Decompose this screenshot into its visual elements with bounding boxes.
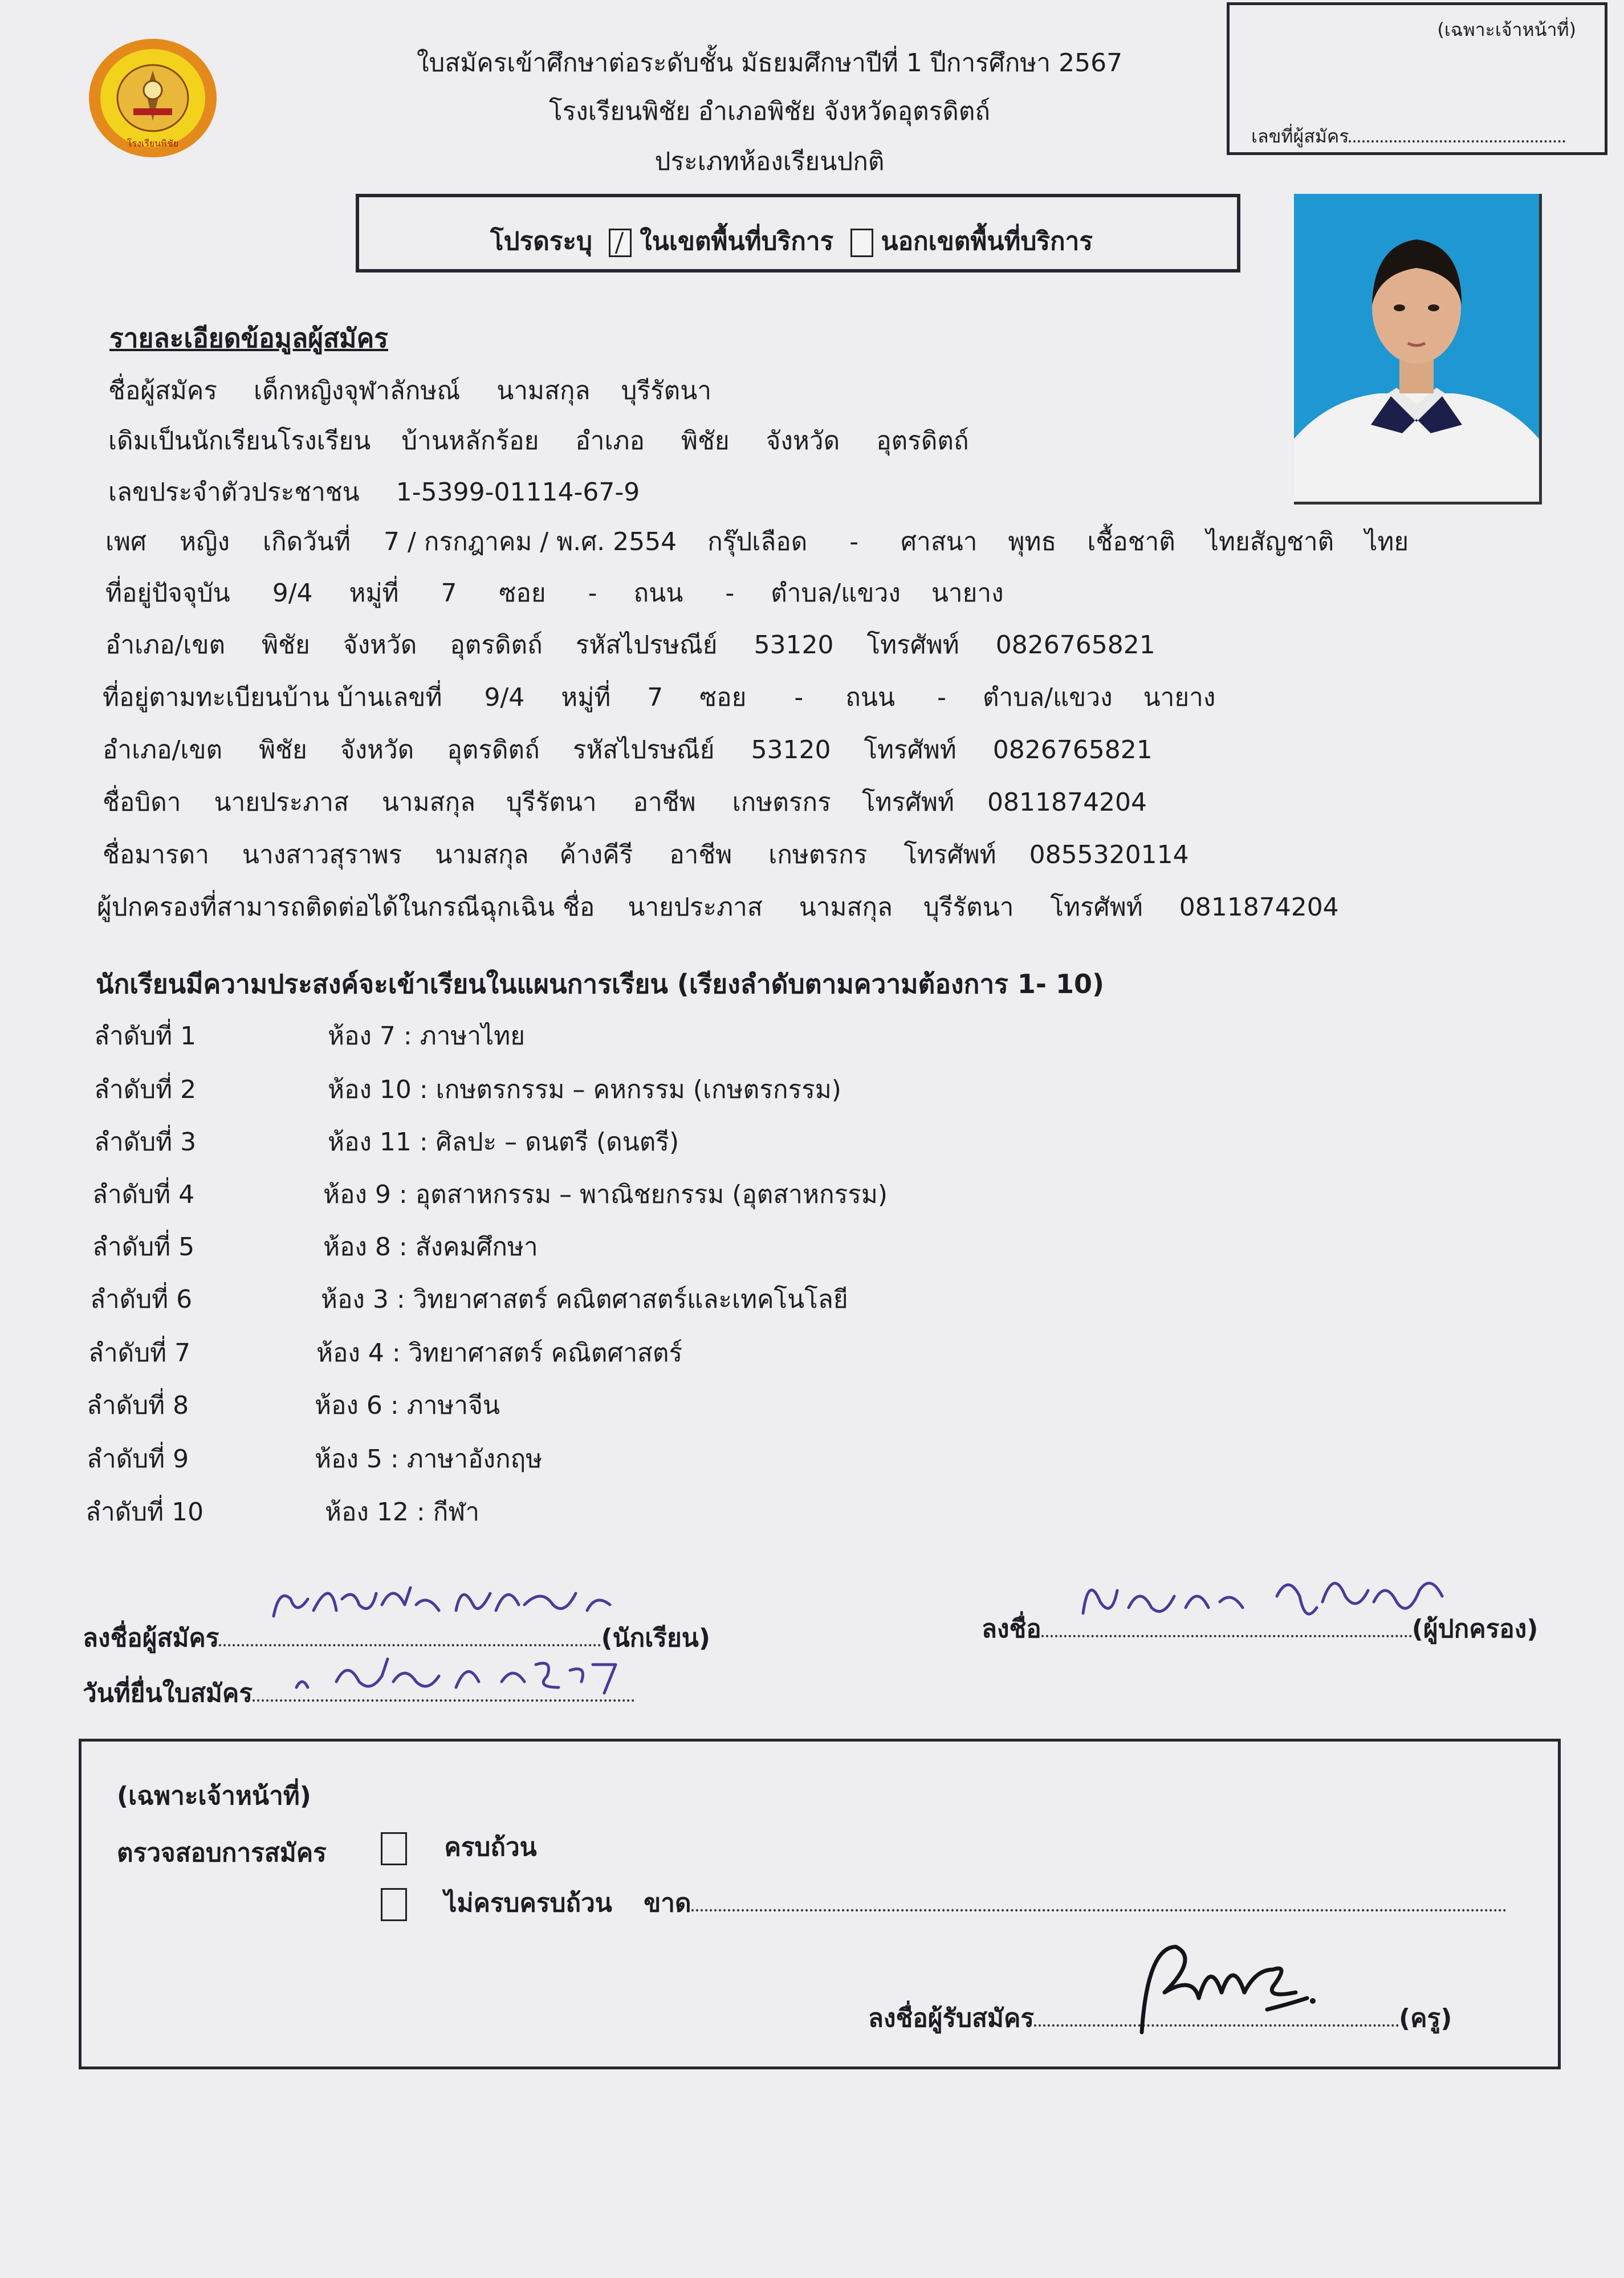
plan-room: ห้อง 10 : เกษตรกรรม – คหกรรม (เกษตรกรรม) <box>328 1075 841 1104</box>
complete-option <box>381 1827 537 1867</box>
name-label: ชื่อผู้สมัคร <box>108 376 217 405</box>
plan-item <box>92 1227 538 1267</box>
registered-postcode-label: รหัสไปรษณีย์ <box>572 735 715 764</box>
guardian-sign-role: (ผู้ปกครอง) <box>1411 1614 1538 1644</box>
out-area-checkbox[interactable] <box>850 229 873 257</box>
plan-room: ห้อง 3 : วิทยาศาสตร์ คณิตศาสตร์และเทคโนโลยี <box>321 1285 848 1314</box>
receiver-signature-image <box>1130 1924 1324 2038</box>
registered-soi-label: ซอย <box>699 683 747 712</box>
in-area-checkbox[interactable] <box>609 229 632 257</box>
school-seal-logo <box>84 35 221 161</box>
father-job-label: อาชีพ <box>633 788 696 817</box>
current-moo-value: 7 <box>441 579 457 608</box>
plan-rank: ลำดับที่ 4 <box>92 1180 195 1209</box>
applicant-number-field[interactable] <box>1251 122 1565 151</box>
mother-row <box>103 835 1189 874</box>
name-row <box>108 371 711 410</box>
plan-room: ห้อง 12 : กีฬา <box>325 1498 480 1527</box>
plan-rank: ลำดับที่ 3 <box>94 1128 197 1157</box>
current-moo-label: หมู่ที่ <box>349 579 399 608</box>
school-line: โรงเรียนพิชัย อำเภอพิชัย จังหวัดอุตรดิตถ์ <box>548 97 991 126</box>
registered-soi-value: - <box>794 683 804 712</box>
form-title: ใบสมัครเข้าศึกษาต่อระดับชั้น มัธยมศึกษาปีที่ 1 ปีการศึกษา 2567 <box>416 48 1123 78</box>
plan-item <box>90 1279 848 1319</box>
current-road-value: - <box>725 579 735 608</box>
mother-name: นางสาวสุราพร <box>242 840 402 869</box>
plan-rank: ลำดับที่ 8 <box>87 1391 189 1420</box>
current-subdistrict-label: ตำบล/แขวง <box>771 579 901 608</box>
plan-rank: ลำดับที่ 6 <box>90 1285 193 1314</box>
guardian-row <box>97 887 1339 927</box>
applicant-sign-label: ลงชื่อผู้สมัคร <box>83 1624 219 1653</box>
plan-heading: นักเรียนมีความประสงค์จะเข้าเรียนในแผนการเรียน (เรียงลำดับตามความต้องการ 1- 10) <box>96 969 1105 999</box>
prev-school-row <box>108 421 969 461</box>
guardian-label: ผู้ปกครองที่สามารถติดต่อได้ในกรณีฉุกเฉิน ชื่อ <box>97 893 595 922</box>
submission-date-handwritten <box>285 1642 627 1705</box>
race-value: ไทย <box>1206 527 1250 556</box>
prev-province-value: อุตรดิตถ์ <box>876 426 969 455</box>
id-label: เลขประจำตัวประชาชน <box>108 478 360 507</box>
nationality-value: ไทย <box>1365 527 1409 556</box>
plan-room: ห้อง 6 : ภาษาจีน <box>315 1391 500 1420</box>
surname-label: นามสกุล <box>496 376 591 405</box>
staff-use-box <box>79 1739 1561 2069</box>
prev-district-label: อำเภอ <box>575 426 645 455</box>
prev-school-label: เดิมเป็นนักเรียนโรงเรียน <box>108 426 371 455</box>
plan-item <box>94 1122 679 1162</box>
plan-item <box>87 1385 500 1425</box>
plan-item <box>87 1439 542 1479</box>
father-row <box>103 782 1147 822</box>
office-note: (เฉพาะเจ้าหน้าที่) <box>1437 19 1576 40</box>
current-house-no: 9/4 <box>272 579 313 608</box>
father-surname-label: นามสกุล <box>381 788 476 817</box>
plan-item <box>86 1492 479 1532</box>
registered-address-row1 <box>103 677 1215 717</box>
father-phone: 0811874204 <box>987 788 1147 817</box>
registered-phone-value: 0826765821 <box>992 735 1153 764</box>
plan-room: ห้อง 7 : ภาษาไทย <box>328 1022 526 1051</box>
registered-postcode-value: 53120 <box>751 735 831 764</box>
staff-title: (เฉพาะเจ้าหน้าที่) <box>117 1781 311 1811</box>
registered-road-value: - <box>937 683 946 712</box>
plan-room: ห้อง 11 : ศิลปะ – ดนตรี (ดนตรี) <box>328 1128 679 1157</box>
race-label: เชื้อชาติ <box>1087 527 1175 556</box>
mother-label: ชื่อมารดา <box>103 840 209 869</box>
incomplete-option <box>381 1883 1507 1923</box>
registered-district-label: อำเภอ/เขต <box>103 735 223 764</box>
receiver-label: ลงชื่อผู้รับสมัคร <box>868 2004 1035 2033</box>
missing-label: ขาด <box>644 1889 691 1918</box>
current-soi-label: ซอย <box>499 579 546 608</box>
current-district-value: พิชัย <box>262 630 310 660</box>
current-phone-value: 0826765821 <box>995 630 1155 660</box>
father-name: นายประภาส <box>214 788 349 817</box>
current-address-row2 <box>105 625 1155 665</box>
plan-room: ห้อง 9 : อุตสาหกรรม – พาณิชยกรรม (อุตสาหกรรม) <box>323 1180 888 1209</box>
nationality-label: สัญชาติ <box>1249 527 1334 556</box>
incomplete-checkbox[interactable] <box>381 1888 407 1921</box>
current-subdistrict-value: นายาง <box>931 579 1004 608</box>
complete-checkbox[interactable] <box>381 1832 407 1865</box>
plan-room: ห้อง 4 : วิทยาศาสตร์ คณิตศาสตร์ <box>316 1339 683 1368</box>
plan-room: ห้อง 8 : สังคมศึกษา <box>323 1232 538 1262</box>
mother-phone: 0855320114 <box>1029 840 1189 869</box>
registered-province-value: อุตรดิตถ์ <box>447 735 540 764</box>
blood-value: - <box>849 527 859 556</box>
registered-district-value: พิชัย <box>259 735 307 764</box>
current-province-value: อุตรดิตถ์ <box>450 630 543 660</box>
prev-district-value: พิชัย <box>681 426 730 455</box>
guardian-sign-label: ลงชื่อ <box>982 1614 1041 1644</box>
guardian-signature-image <box>1072 1562 1459 1636</box>
mother-phone-label: โทรศัพท์ <box>903 840 996 869</box>
in-area-label: ในเขตพื้นที่บริการ <box>640 227 834 256</box>
blood-label: กรุ๊ปเลือด <box>707 527 808 556</box>
out-area-label: นอกเขตพื้นที่บริการ <box>881 227 1093 256</box>
personal-row <box>105 522 1409 562</box>
registered-phone-label: โทรศัพท์ <box>864 735 957 764</box>
plan-rank: ลำดับที่ 7 <box>88 1339 191 1368</box>
plan-rank: ลำดับที่ 5 <box>92 1232 195 1262</box>
religion-value: พุทธ <box>1008 527 1057 556</box>
check-label: ตรวจสอบการสมัคร <box>117 1838 327 1868</box>
guardian-surname: บุรีรัตนา <box>923 893 1014 922</box>
religion-label: ศาสนา <box>901 527 978 556</box>
birth-label: เกิดวันที่ <box>262 527 351 556</box>
birth-value: 7 / กรกฎาคม / พ.ศ. 2554 <box>384 527 677 556</box>
registered-road-label: ถนน <box>845 683 896 712</box>
applicant-photo <box>1294 194 1542 505</box>
plan-rank: ลำดับที่ 9 <box>87 1445 189 1474</box>
service-area-box <box>356 194 1240 272</box>
plan-item <box>92 1174 888 1214</box>
id-value: 1-5399-01114-67-9 <box>396 478 640 507</box>
receiver-role: (ครู) <box>1399 2004 1452 2033</box>
current-postcode-label: รหัสไปรษณีย์ <box>575 630 718 660</box>
guardian-phone-label: โทรศัพท์ <box>1050 893 1143 922</box>
area-prompt: โปรดระบุ <box>490 227 592 256</box>
sex-label: เพศ <box>105 527 146 556</box>
registered-subdistrict-value: นายาง <box>1143 683 1216 712</box>
room-type-line: ประเภทห้องเรียนปกติ <box>654 147 885 176</box>
guardian-name: นายประภาส <box>628 893 763 922</box>
incomplete-label: ไม่ครบครบถ้วน <box>444 1889 612 1918</box>
plan-rank: ลำดับที่ 2 <box>94 1075 197 1104</box>
current-road-label: ถนน <box>633 579 683 608</box>
svg-text:โรงเรียนพิชัย: โรงเรียนพิชัย <box>127 138 179 149</box>
date-label: วันที่ยื่นใบสมัคร <box>83 1679 253 1708</box>
current-phone-label: โทรศัพท์ <box>866 630 959 660</box>
father-label: ชื่อบิดา <box>103 788 181 817</box>
current-district-label: อำเภอ/เขต <box>105 630 226 660</box>
mother-surname-label: นามสกุล <box>435 840 529 869</box>
plan-rank: ลำดับที่ 10 <box>86 1498 204 1527</box>
name-value: เด็กหญิงจุฬาลักษณ์ <box>254 376 461 405</box>
applicant-signature-image <box>268 1565 621 1633</box>
father-job: เกษตรกร <box>732 788 831 817</box>
applicant-number-label: เลขที่ผู้สมัคร <box>1251 125 1349 147</box>
father-phone-label: โทรศัพท์ <box>861 788 955 817</box>
office-use-box <box>1227 2 1607 155</box>
applicant-section-title: รายละเอียดข้อมูลผู้สมัคร <box>109 323 388 353</box>
father-surname: บุรีรัตนา <box>506 788 597 817</box>
mother-job: เกษตรกร <box>768 840 868 869</box>
registered-subdistrict-label: ตำบล/แขวง <box>982 683 1113 712</box>
id-row <box>108 472 640 512</box>
applicant-sign-role: (นักเรียน) <box>601 1624 710 1653</box>
registered-address-row2 <box>103 730 1153 770</box>
registered-moo-value: 7 <box>647 683 664 712</box>
surname-value: บุรีรัตนา <box>621 376 712 405</box>
complete-label: ครบถ้วน <box>444 1833 537 1862</box>
plan-rank: ลำดับที่ 1 <box>94 1022 197 1051</box>
plan-item <box>94 1069 841 1109</box>
registered-moo-label: หมู่ที่ <box>561 683 611 712</box>
sex-value: หญิง <box>179 527 230 556</box>
prev-school-value: บ้านหลักร้อย <box>401 426 539 455</box>
guardian-surname-label: นามสกุล <box>799 893 893 922</box>
current-address-label: ที่อยู่ปัจจุบัน <box>105 579 230 608</box>
current-address-row1 <box>105 573 1004 613</box>
registered-house-no: 9/4 <box>484 683 525 712</box>
plan-room: ห้อง 5 : ภาษาอังกฤษ <box>315 1445 543 1474</box>
current-province-label: จังหวัด <box>343 630 417 660</box>
registered-province-label: จังหวัด <box>340 735 414 764</box>
current-soi-value: - <box>588 579 597 608</box>
plan-item <box>88 1333 682 1373</box>
current-postcode-value: 53120 <box>754 630 834 660</box>
prev-province-label: จังหวัด <box>766 426 840 455</box>
guardian-phone: 0811874204 <box>1179 893 1339 922</box>
registered-address-label: ที่อยู่ตามทะเบียนบ้าน บ้านเลขที่ <box>103 683 442 712</box>
plan-item <box>94 1016 525 1056</box>
mother-job-label: อาชีพ <box>669 840 732 869</box>
mother-surname: ค้างคีรี <box>559 840 633 869</box>
